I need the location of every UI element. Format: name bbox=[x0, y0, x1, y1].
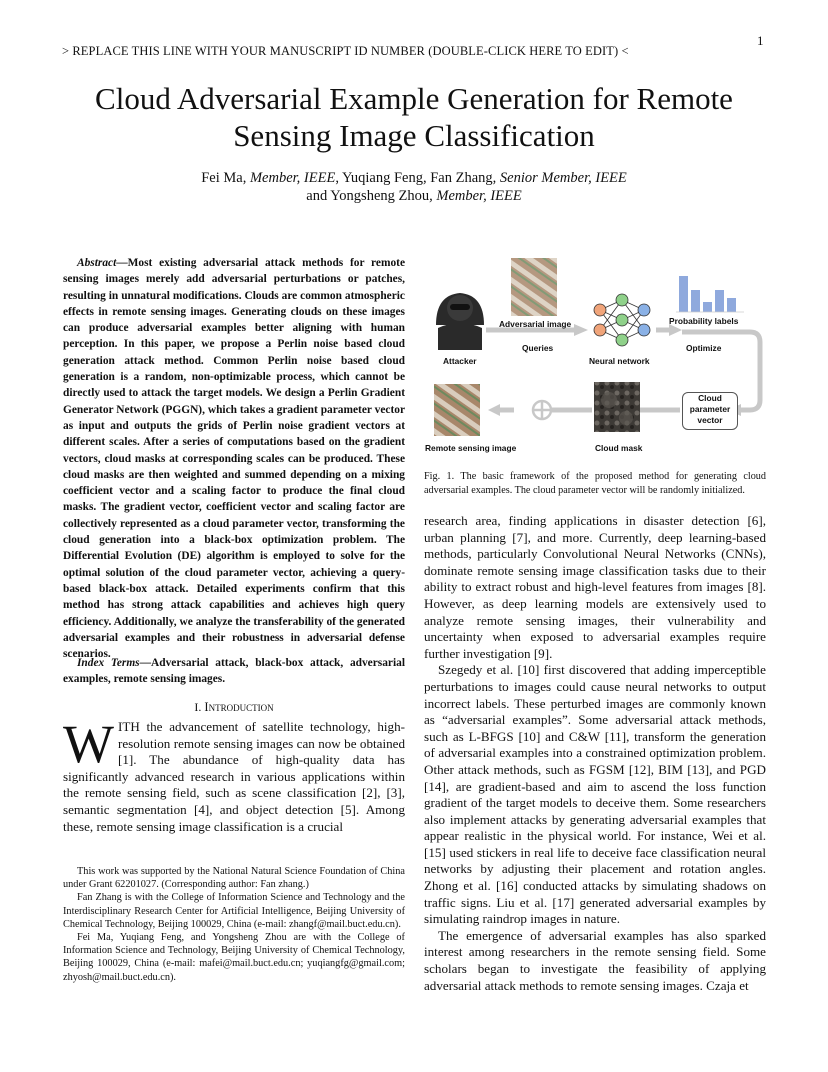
footnote-affiliation: Fan Zhang is with the College of Information Science and Technology and the Interdisciplinary Research Center for Artificial Intelligence, Beijing University of Chemical Technology, Beijing 100029, China (e-mail: zhangf@mail.buct.edu.cn). bbox=[63, 892, 405, 930]
paragraph: Szegedy et al. [10] first discovered that adding imperceptible perturbations to images could cause neural networks to output incorrect labels. These perturbed images are commonly known as “adversarial examples”. Some adversarial attack methods, such as L-BFGS [10] and C&W [11], transform the generation of adversarial examples into a constrained optimization problem. Other attack methods, such as FGSM [12], BIM [13], and PGD [14], are gradient-based and aim to ascend the loss function gradient of the target models to deceive them. Some researchers also implement attacks by generating adversarial examples that appear realistic in the physical world. For instance, Wei et al. [15] used stickers in real life to deceive face classification neural networks by adjusting their placement and rotation angles. Zhong et al. [16] conducted attacks by simulating shadows on traffic signs. Liu et al. [17] generated adversarial examples by simulating raindrop images in nature. bbox=[424, 662, 766, 927]
drop-cap: W bbox=[63, 714, 114, 774]
section-numeral: I. bbox=[194, 700, 205, 714]
cloud-mask-label: Cloud mask bbox=[595, 443, 643, 453]
author-affiliation: , Member, IEEE bbox=[429, 188, 522, 204]
title-line-1: Cloud Adversarial Example Generation for Remote bbox=[95, 81, 733, 116]
section-title: Introduction bbox=[204, 700, 274, 714]
remote-sensing-image-label: Remote sensing image bbox=[425, 443, 517, 453]
author-name: Fei Ma, bbox=[201, 170, 250, 186]
queries-label: Queries bbox=[522, 343, 554, 353]
adversarial-image-label: Adversarial image bbox=[499, 319, 572, 329]
cloud-parameter-vector-box bbox=[682, 392, 738, 430]
running-header: > REPLACE THIS LINE WITH YOUR MANUSCRIPT ID NUMBER (DOUBLE-CLICK HERE TO EDIT) < bbox=[62, 44, 629, 58]
index-terms-text: —Adversarial attack, black-box attack, adversarial examples, remote sensing images. bbox=[63, 657, 405, 686]
neural-network-icon bbox=[594, 294, 650, 346]
footnote-funding: This work was supported by the National Natural Science Foundation of China under Grant 62201027. (Corresponding author: Fan zhang.) bbox=[63, 866, 405, 891]
probability-bar bbox=[691, 290, 700, 312]
figure-1 bbox=[424, 250, 770, 460]
optimize-label: Optimize bbox=[686, 343, 722, 353]
right-column-text bbox=[424, 513, 766, 994]
author-affiliation: Member, IEEE bbox=[249, 170, 336, 186]
paragraph: research area, finding applications in disaster detection [6], urban planning [7], and more. Currently, deep learning-based methods, particularly Convolutional Neural Networks (CNNs), dominate remote sensing image classification tasks due to their ability to extract robust and high-level features from images [8]. However, as deep learning models are extensively used to analyze remote sensing images, their vulnerability and uncertainty when exposed to adversarial examples require further investigation [9]. bbox=[424, 513, 766, 661]
probability-bar bbox=[703, 302, 712, 312]
footnote-affiliation: Fei Ma, Yuqiang Feng, and Yongsheng Zhou are with the College of Information Science and Technology, Beijing University of Chemical Technology, Beijing 100029, China (e-mail: mafei@mail.buct.edu.cn; yuqiangfg@gmail.com; zhyosh@mail.buct.edu.cn). bbox=[63, 932, 405, 983]
box-line: Cloud bbox=[698, 393, 722, 403]
footnotes bbox=[63, 865, 405, 984]
paragraph: The emergence of adversarial examples has also sparked interest among researchers in the remote sensing field. Some scholars began to investigate the feasibility of applying adversarial attack methods to remote sensing images. Czaja et bbox=[424, 927, 766, 993]
paper-title bbox=[40, 80, 788, 154]
title-line-2: Sensing Image Classification bbox=[233, 118, 595, 153]
probability-bar bbox=[679, 276, 688, 312]
intro-paragraph bbox=[63, 714, 405, 835]
attacker-label: Attacker bbox=[443, 356, 477, 366]
remote-sensing-image bbox=[434, 384, 480, 436]
author-line-1 bbox=[40, 169, 788, 187]
figure-caption: Fig. 1. The basic framework of the proposed method for generating cloud adversarial examples. The cloud parameter vector will be randomly initialized. bbox=[424, 471, 766, 496]
probability-bars bbox=[679, 276, 736, 312]
probability-bar bbox=[727, 298, 736, 312]
probability-bar bbox=[715, 290, 724, 312]
index-terms-label: Index Terms bbox=[77, 657, 140, 669]
abstract-text: —Most existing adversarial attack methods for remote sensing images merely add adversarial perturbations or patches, resulting in unnatural modifications. Clouds are common atmospheric effects in remote sensing images. Generating clouds on these images can produce adversarial examples better aligning with human perception. In this paper, we propose a Perlin noise based cloud generation attack method. Common Perlin noise based cloud generation is a random, non-optimizable process, which cannot be directly used to attack the target models. We design a Perlin Gradient Generator Network (PGGN), which takes a gradient parameter vector as input and outputs the grids of Perlin noise gradient vectors at different scales. After a series of computations based on the gradient vectors, cloud masks at corresponding scales can be produced. These cloud masks are then weighted and summed depending on a mixing coefficient vector and a scaling factor to produce the final cloud masks. The gradient vector, coefficient vector and scaling factor are collectively represented as a cloud parameter vector, transforming the cloud generation into a black-box optimization problem. The Differential Evolution (DE) algorithm is employed to solve for the optimal solution of the cloud parameter vector, achieving a query-based black-box attack. Detailed experiments confirm that this method has strong attack capabilities and achieves high query efficiency. Additionally, we analyze the transferability of the generated adversarial examples and their robustness in adversarial defense scenarios. bbox=[63, 257, 405, 661]
cloud-mask-image bbox=[594, 382, 640, 432]
box-line: vector bbox=[697, 415, 723, 425]
author-name: and Yongsheng Zhou bbox=[306, 188, 430, 204]
author-list bbox=[40, 169, 788, 205]
author-affiliation: Senior Member, IEEE bbox=[499, 170, 627, 186]
attacker-icon bbox=[436, 293, 484, 350]
abstract bbox=[63, 255, 405, 662]
index-terms bbox=[63, 655, 405, 688]
neural-network-label: Neural network bbox=[589, 356, 650, 366]
probability-labels-label: Probability labels bbox=[669, 316, 739, 326]
author-names: , Yuqiang Feng, Fan Zhang, bbox=[335, 170, 500, 186]
section-heading bbox=[63, 700, 405, 715]
page-number: 1 bbox=[757, 33, 764, 48]
abstract-label: Abstract bbox=[77, 257, 117, 269]
intro-text: ITH the advancement of satellite technology, high-resolution remote sensing images can now be obtained [1]. The abundance of high-quality data has significantly advanced research in various applications within the remote sensing field, such as scene classification [2], [3], semantic segmentation [4], and object detection [5]. Among these, remote sensing image classification is a crucial bbox=[63, 719, 405, 834]
author-line-2 bbox=[40, 187, 788, 205]
box-line: parameter bbox=[689, 404, 731, 414]
